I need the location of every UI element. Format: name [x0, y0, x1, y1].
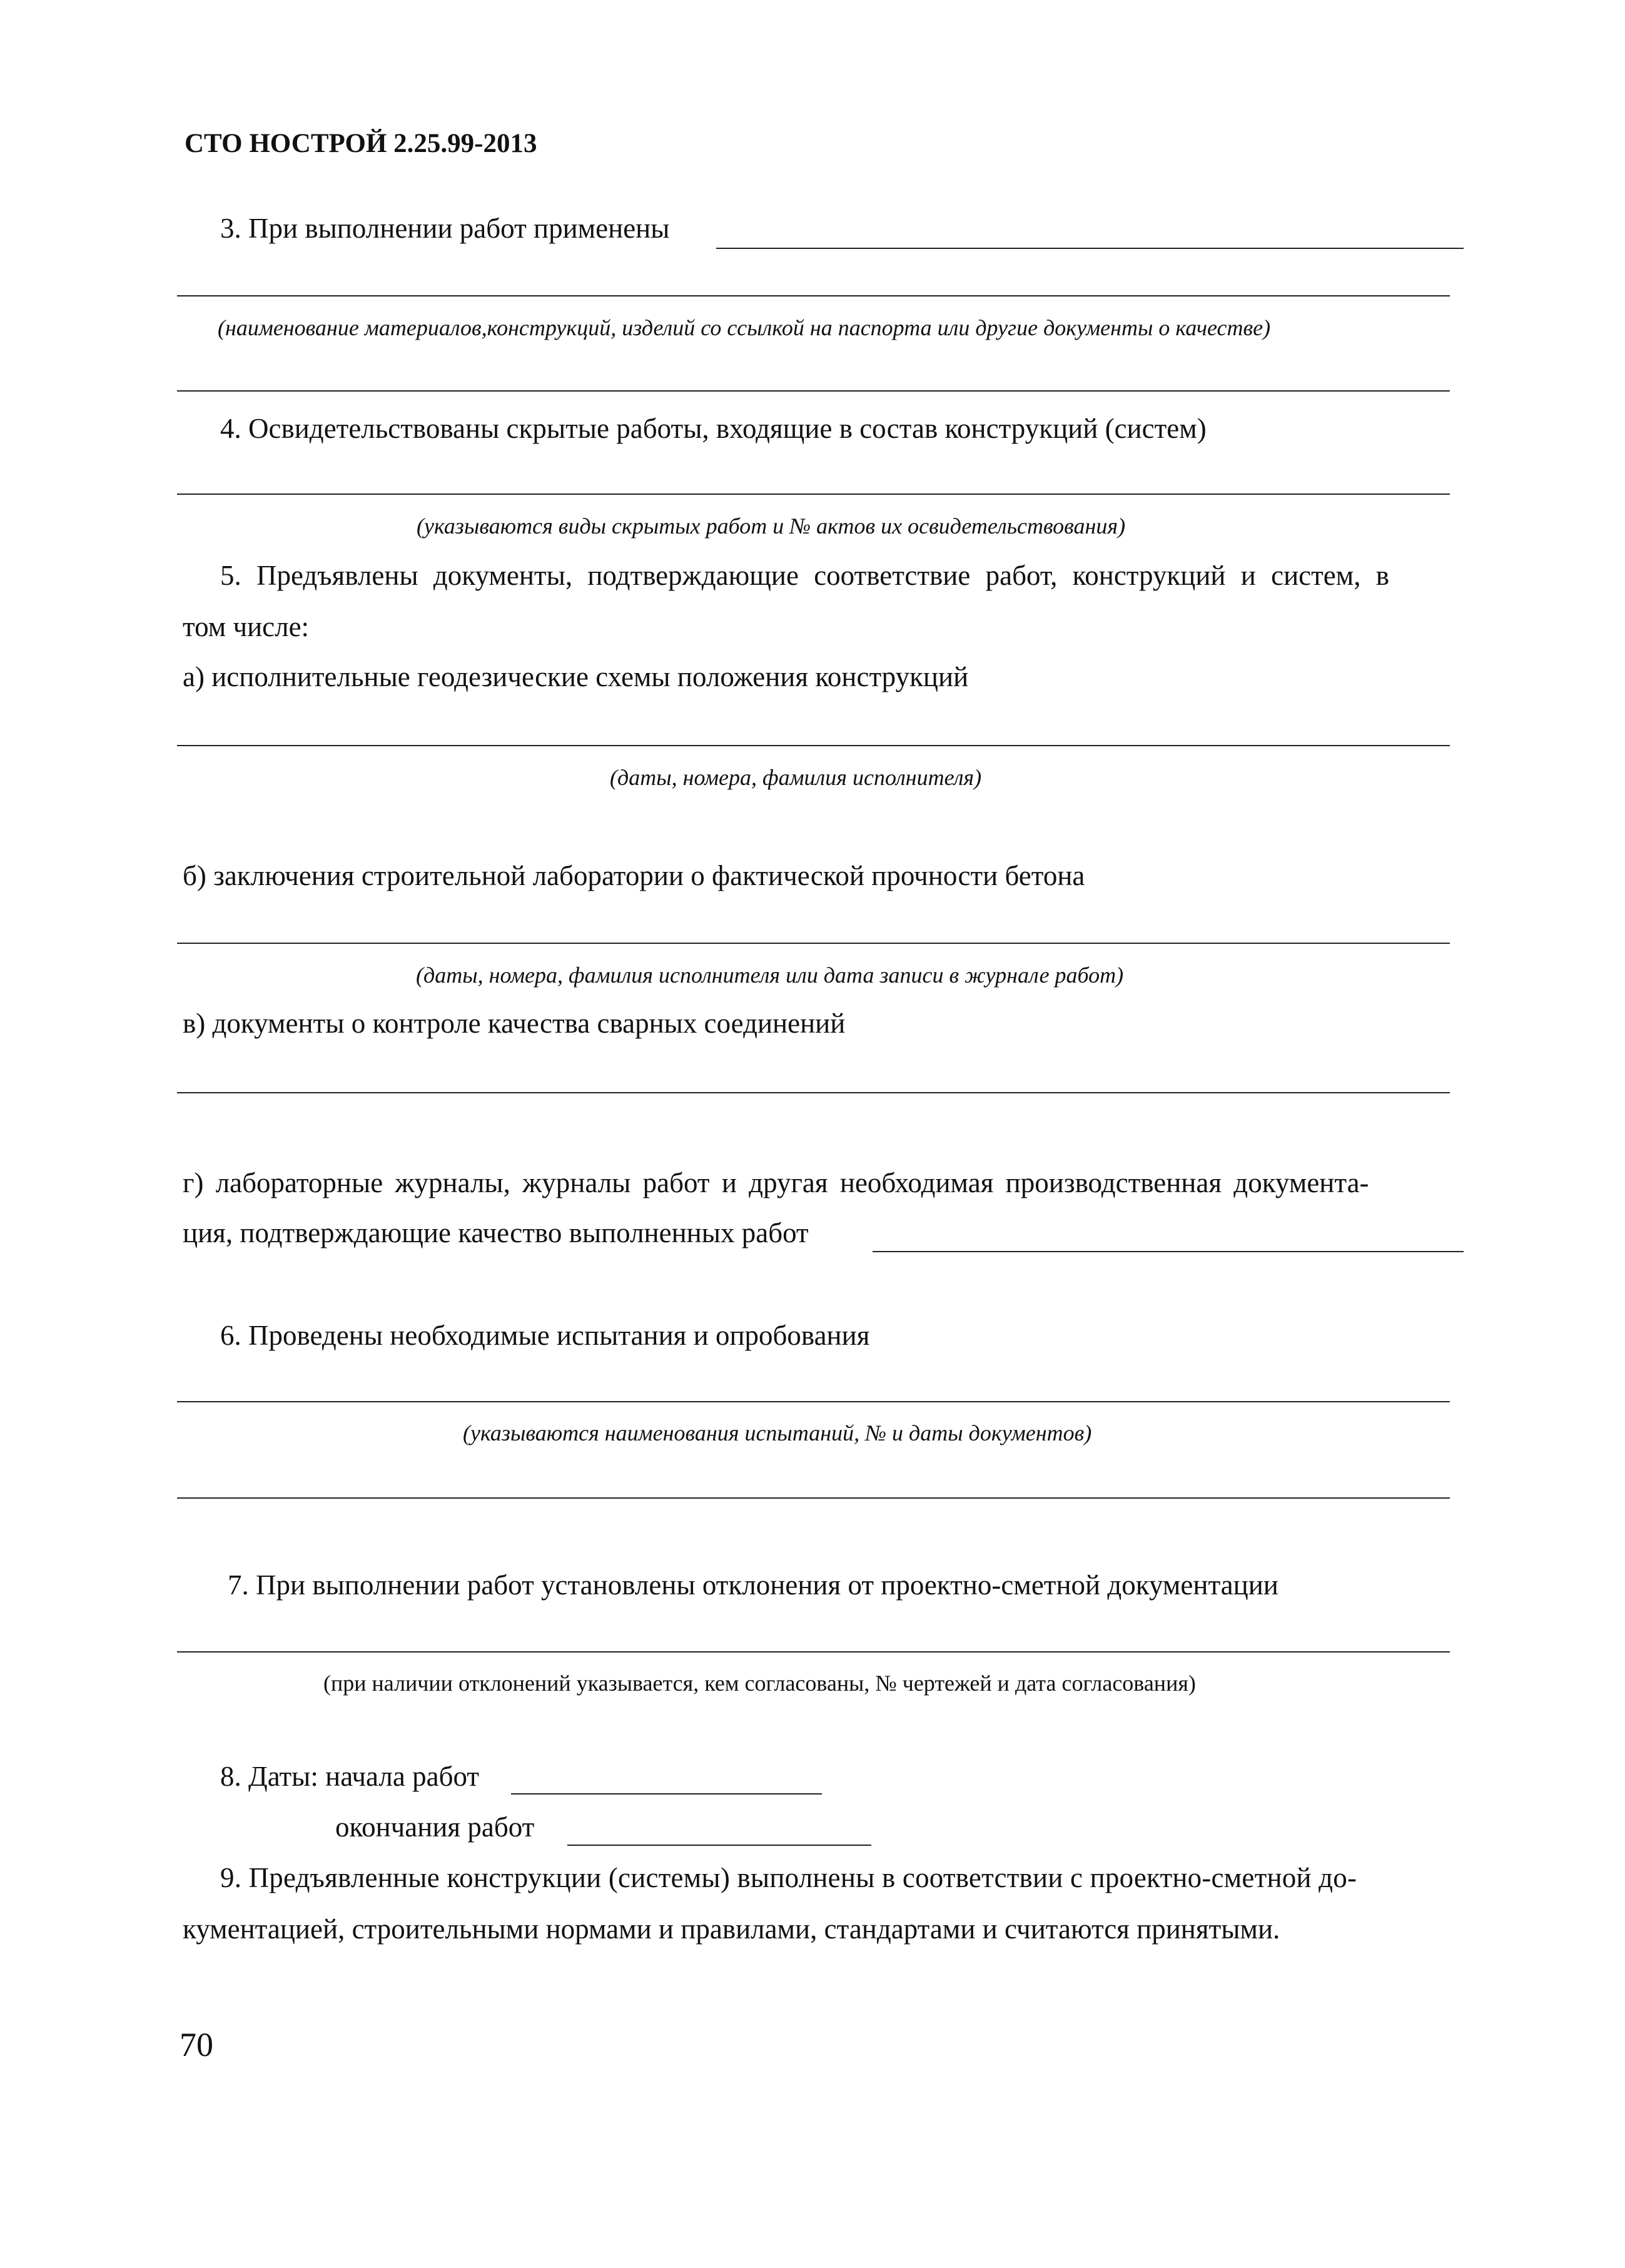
item-3-caption: (наименование материалов,конструкций, изделий со ссылкой на паспорта или другие документы о качестве): [218, 315, 1271, 340]
item-8-start-label: 8. Даты: начала работ: [220, 1761, 480, 1792]
item-3-line-1: [177, 295, 1450, 296]
item-6-text: 6. Проведены необходимые испытания и опробования: [220, 1320, 870, 1351]
item-4-line: [177, 494, 1450, 495]
item-4-caption: (указываются виды скрытых работ и № актов их освидетельствования): [417, 514, 1126, 539]
item-8-start-line: [511, 1793, 822, 1795]
item-7-line: [177, 1651, 1450, 1653]
item-5g-line-2: ция, подтверждающие качество выполненных работ: [183, 1217, 809, 1248]
item-7-text: 7. При выполнении работ установлены отклонения от проектно-сметной документации: [228, 1569, 1278, 1601]
item-8-end-line: [567, 1845, 871, 1846]
item-8-end-label: окончания работ: [335, 1811, 535, 1843]
item-3-text: 3. При выполнении работ применены: [220, 213, 670, 244]
item-9-line-2: кументацией, строительными нормами и правилами, стандартами и считаются принятыми.: [183, 1913, 1280, 1945]
item-6-line-1: [177, 1401, 1450, 1402]
item-5a-text: а) исполнительные геодезические схемы положения конструкций: [183, 661, 969, 692]
item-5a-line: [177, 745, 1450, 746]
item-7-caption: (при наличии отклонений указывается, кем согласованы, № чертежей и дата согласования): [323, 1671, 1196, 1696]
item-4-text: 4. Освидетельствованы скрытые работы, входящие в состав конструкций (систем): [220, 413, 1207, 444]
item-5v-line: [177, 1092, 1450, 1093]
document-code-header: СТО НОСТРОЙ 2.25.99-2013: [185, 129, 537, 158]
item-3-fill-line: [716, 248, 1464, 249]
item-6-line-2: [177, 1497, 1450, 1499]
item-5a-caption: (даты, номера, фамилия исполнителя): [610, 765, 982, 790]
item-6-caption: (указываются наименования испытаний, № и даты документов): [463, 1420, 1092, 1445]
item-5b-caption: (даты, номера, фамилия исполнителя или дата записи в журнале работ): [416, 963, 1124, 988]
item-5g-fill-line: [873, 1251, 1464, 1252]
item-5-line-2: том числе:: [183, 611, 310, 642]
page-number: 70: [180, 2026, 213, 2063]
item-5v-text: в) документы о контроле качества сварных соединений: [183, 1008, 846, 1039]
item-3-line-2: [177, 390, 1450, 392]
item-9-line-1: 9. Предъявленные конструкции (системы) выполнены в соответствии с проектно-сметной до-: [220, 1862, 1357, 1893]
item-5b-text: б) заключения строительной лаборатории о фактической прочности бетона: [183, 860, 1085, 891]
item-5b-line: [177, 943, 1450, 944]
item-5-line-1: 5. Предъявлены документы, подтверждающие соответствие работ, конструкций и систем, в: [220, 560, 1389, 591]
item-5g-line-1: г) лабораторные журналы, журналы работ и другая необходимая производственная документа-: [183, 1167, 1369, 1198]
